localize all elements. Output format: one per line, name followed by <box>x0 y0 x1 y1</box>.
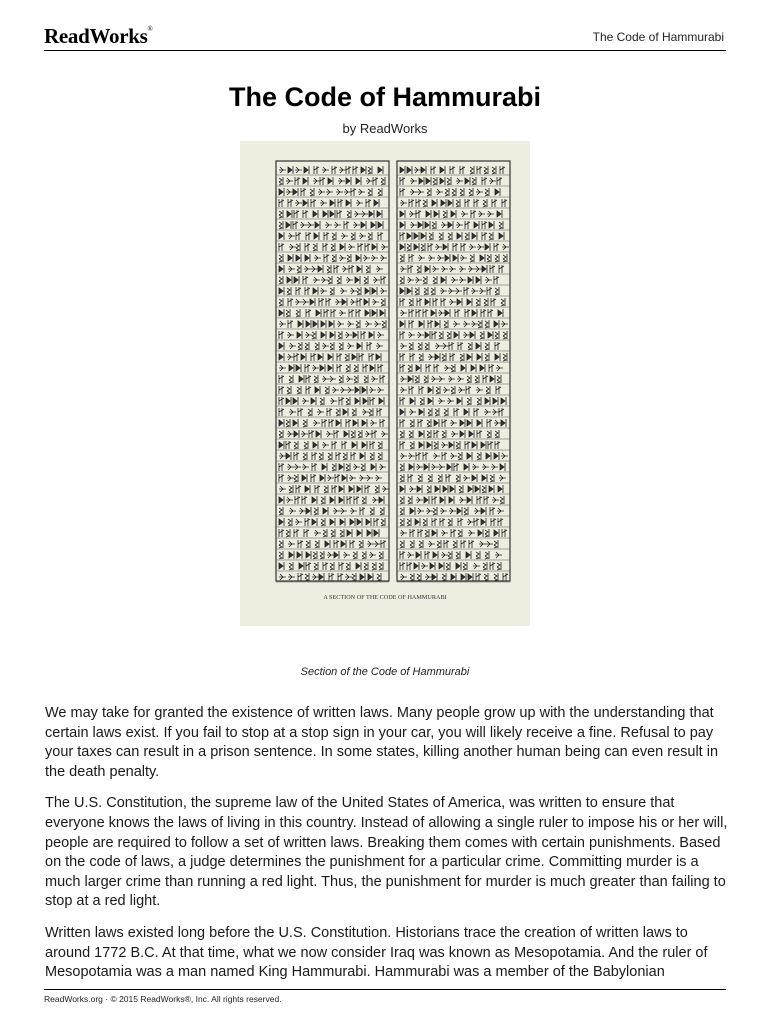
cuneiform-tablet-illustration <box>240 141 530 626</box>
paragraph-1: We may take for granted the existence of written laws. Many people grow up with the understanding that certain laws exist. If you fail to stop at a stop sign in your car, you will likely receive a fine. Refusal to pay your taxes can result in a prison sentence. In some states, killing another human being can even result in the death penalty. <box>45 705 719 780</box>
logo-text: ReadWorks <box>44 24 148 48</box>
header-doc-title: The Code of Hammurabi <box>592 30 724 44</box>
registered-mark: ® <box>147 25 153 33</box>
paragraph-3: Written laws existed long before the U.S. Constitution. Historians trace the creation of written laws to around 1772 B.C. At that time, what we now consider Iraq was known as Mesopotamia. And the ruler of Mesopotamia was a man named King Hammurabi. Hammurabi was a member of the Babylonian <box>45 924 708 981</box>
readworks-logo <box>44 24 153 49</box>
image-caption: Section of the Code of Hammurabi <box>300 666 470 678</box>
tablet-inscription: A SECTION OF THE CODE OF HAMMURABI <box>323 594 447 601</box>
hammurabi-code-image <box>240 141 530 626</box>
article-body <box>45 704 730 995</box>
page-header <box>44 24 726 51</box>
paragraph-2: The U.S. Constitution, the supreme law of the United States of America, was written to ensure that everyone knows the laws of living in this country. Instead of allowing a single ruler to impose his or her will, people are required to follow a set of written laws. Breaking them comes with certain punishments. Based on the code of laws, a judge determines the punishment for a particular crime. Committing murder is a much larger crime than running a red light. Thus, the punishment for murder is much greater than failing to stop at a red light. <box>45 795 728 910</box>
article-byline: by ReadWorks <box>342 121 428 136</box>
article-title: The Code of Hammurabi <box>228 82 542 112</box>
page-footer: ReadWorks.org · © 2015 ReadWorks®, Inc. All rights reserved. <box>44 989 726 1004</box>
